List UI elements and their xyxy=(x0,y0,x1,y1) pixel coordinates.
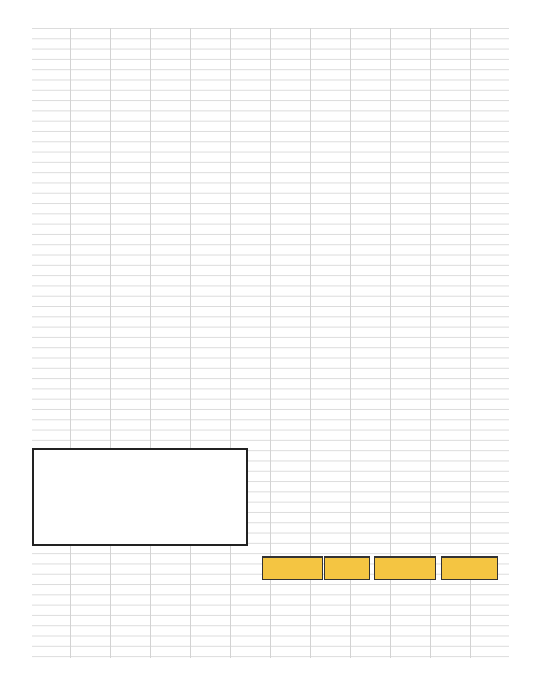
year-label xyxy=(442,557,497,558)
year-header-2018 xyxy=(374,556,436,580)
year-header-2017 xyxy=(324,556,370,580)
year-header-2019 xyxy=(441,556,498,580)
balance-box xyxy=(32,448,248,546)
year-label xyxy=(263,557,322,558)
year-header-2016 xyxy=(262,556,323,580)
year-label xyxy=(375,557,435,558)
year-label xyxy=(325,557,369,558)
